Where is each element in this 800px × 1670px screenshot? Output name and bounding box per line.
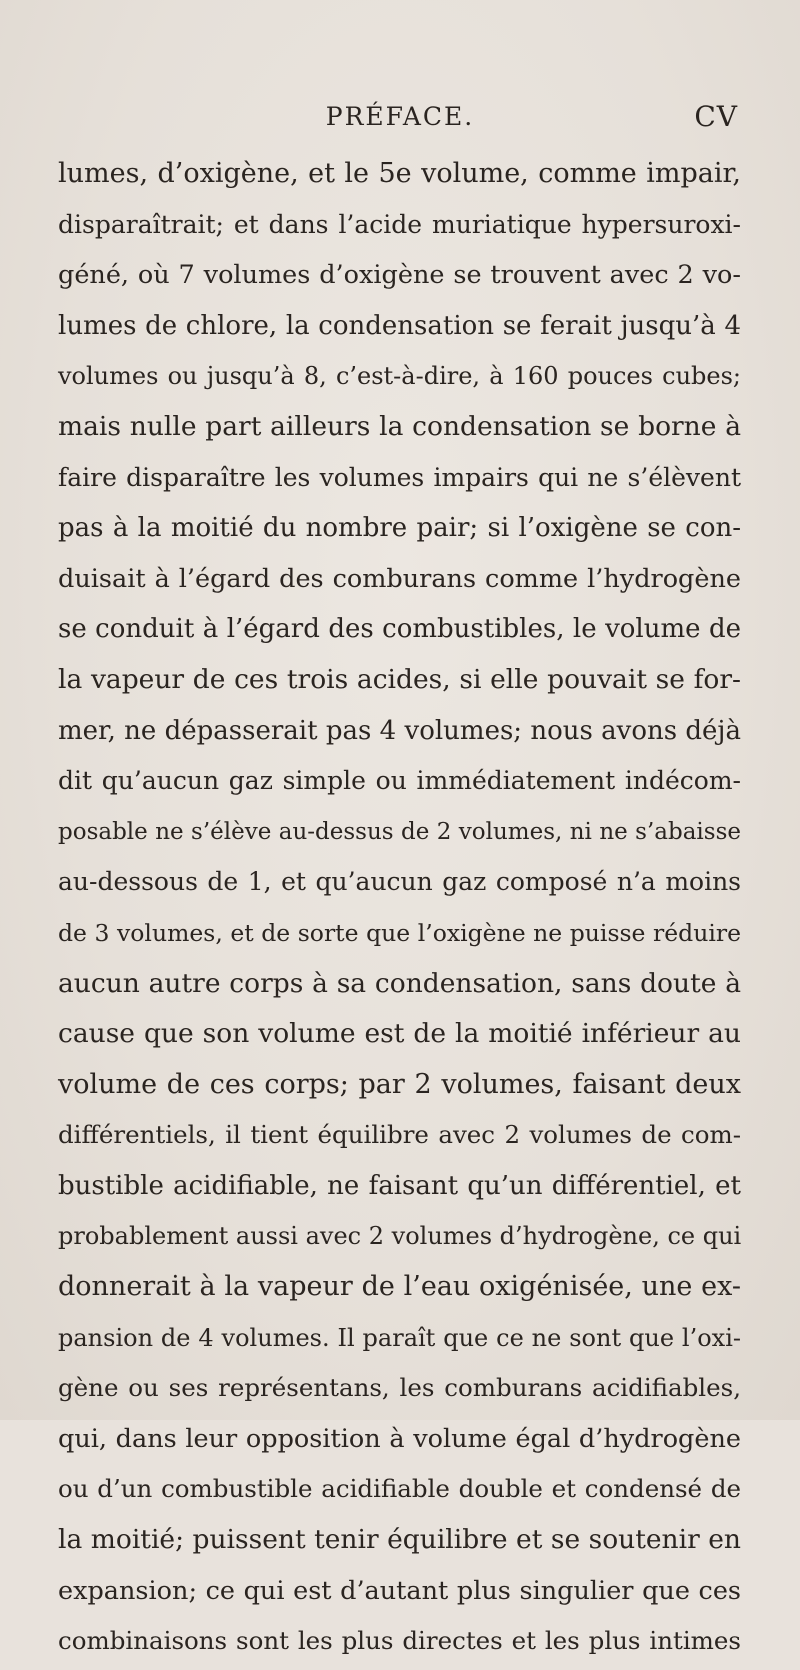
- text-line: faire disparaître les volumes impairs qui ne s’élèvent: [58, 462, 741, 492]
- text-line: combinaisons sont les plus directes et les plus intimes: [58, 1626, 741, 1656]
- text-line: cause que son volume est de la moitié inférieur au: [58, 1018, 741, 1050]
- text-line: différentiels, il tient équilibre avec 2 volumes de com-: [58, 1120, 741, 1150]
- text-line: la vapeur de ces trois acides, si elle pouvait se for-: [58, 663, 741, 695]
- text-line: dit qu’aucun gaz simple ou immédiatement indécom-: [58, 766, 741, 796]
- text-line: qui, dans leur opposition à volume égal d’hydrogène: [58, 1423, 741, 1454]
- text-line: aucun autre corps à sa condensation, sans doute à: [58, 967, 741, 999]
- text-line: bustible acidifiable, ne faisant qu’un différentiel, et: [58, 1170, 741, 1201]
- text-line: lumes de chlore, la condensation se ferait jusqu’à 4: [58, 310, 741, 341]
- text-line: pas à la moitié du nombre pair; si l’oxigène se con-: [58, 513, 741, 544]
- body-text: [58, 152, 741, 1670]
- page-number: CV: [694, 100, 738, 133]
- text-line: expansion; ce qui est d’autant plus singulier que ces: [58, 1575, 741, 1606]
- running-head: PRÉFACE.: [325, 102, 475, 131]
- text-line: au-dessous de 1, et qu’aucun gaz composé n’a moins: [58, 867, 741, 897]
- text-line: volumes ou jusqu’à 8, c’est-à-dire, à 160 pouces cubes;: [58, 362, 741, 391]
- text-line: duisait à l’égard des comburans comme l’hydrogène: [58, 563, 741, 594]
- text-line: donnerait à la vapeur de l’eau oxigénisée, une ex-: [58, 1271, 741, 1303]
- page-header: [0, 100, 800, 140]
- text-line: mais nulle part ailleurs la condensation se borne à: [58, 410, 741, 442]
- text-line: géné, où 7 volumes d’oxigène se trouvent avec 2 vo-: [58, 260, 741, 291]
- text-line: probablement aussi avec 2 volumes d’hydrogène, ce qui: [58, 1222, 742, 1251]
- text-line: lumes, d’oxigène, et le 5e volume, comme impair,: [58, 158, 741, 189]
- text-line: gène ou ses représentans, les comburans acidifiables,: [58, 1373, 741, 1403]
- text-line: disparaîtrait; et dans l’acide muriatique hypersuroxi-: [58, 209, 741, 239]
- text-line: la moitié; puissent tenir équilibre et se soutenir en: [58, 1524, 741, 1556]
- text-line: se conduit à l’égard des combustibles, le volume de: [58, 614, 741, 645]
- text-line: volume de ces corps; par 2 volumes, faisant deux: [58, 1068, 741, 1100]
- text-line: pansion de 4 volumes. Il paraît que ce ne sont que l’oxi-: [58, 1323, 741, 1352]
- text-line: mer, ne dépasserait pas 4 volumes; nous avons déjà: [58, 715, 741, 746]
- text-line: de 3 volumes, et de sorte que l’oxigène ne puisse réduire: [58, 918, 741, 947]
- text-line: ou d’un combustible acidifiable double et condensé de: [58, 1474, 741, 1504]
- text-line: posable ne s’élève au-dessus de 2 volumes, ni ne s’abaisse: [58, 818, 741, 845]
